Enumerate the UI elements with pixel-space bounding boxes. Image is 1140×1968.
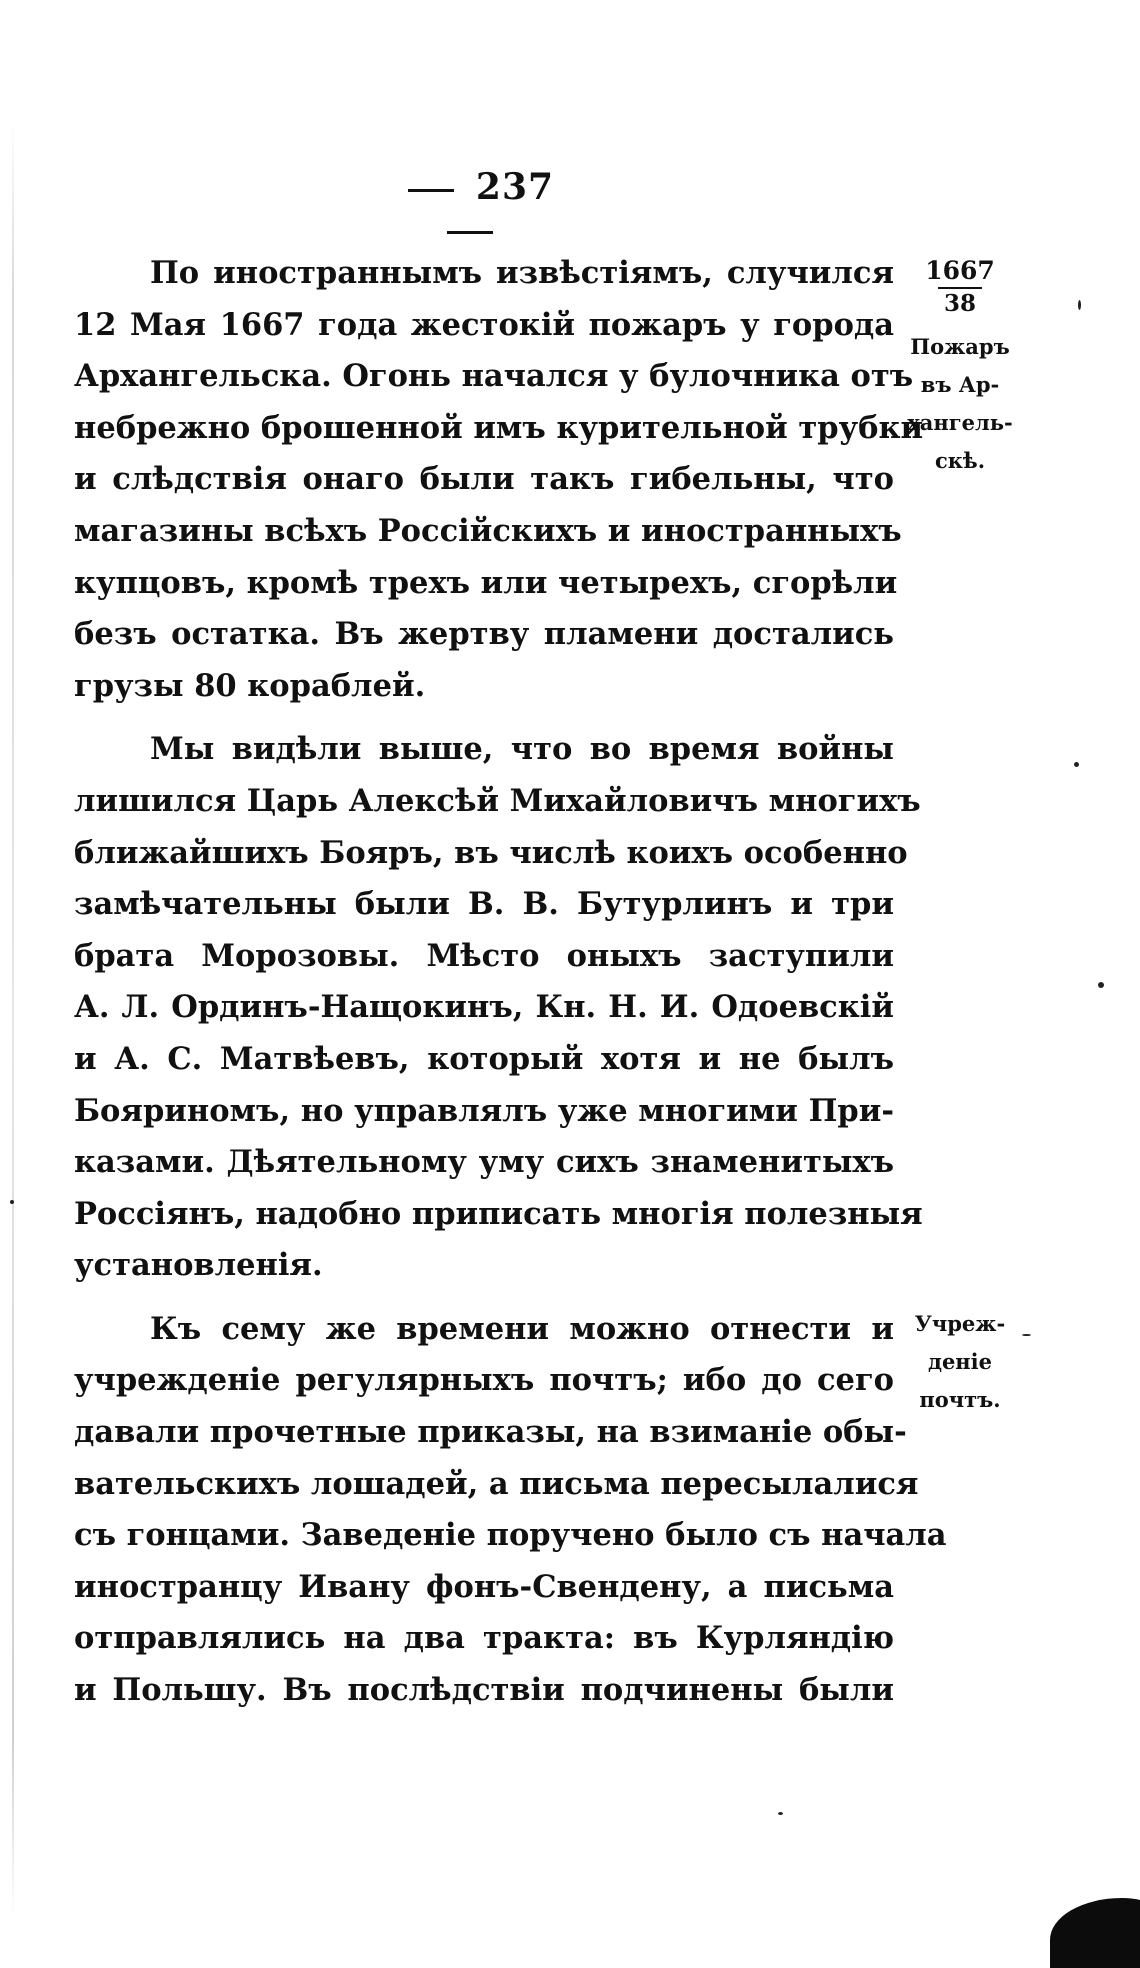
scan-speck xyxy=(1078,300,1081,310)
main-text xyxy=(74,248,947,1729)
text-line: Архангельска. Огонь начался у булочника отъ xyxy=(74,358,914,395)
text-line: небрежно брошенной имъ курительной трубки xyxy=(74,409,924,446)
text-line: давали прочетные приказы, на взиманіе обы- xyxy=(74,1414,907,1451)
paragraph-fire xyxy=(74,248,924,712)
scan-speck xyxy=(10,1200,14,1204)
text-line: Мы видѣли выше, что во время войны xyxy=(150,731,894,768)
margin-year-top: 1667 xyxy=(925,256,995,285)
text-line: вательскихъ лошадей, а письма пересылалися xyxy=(74,1465,919,1502)
scan-corner-mark xyxy=(1050,1898,1140,1968)
text-line: Бояриномъ, но управлялъ уже многими При- xyxy=(74,1092,894,1129)
text-line: замѣчательны были В. В. Бутурлинъ и три xyxy=(74,886,894,923)
text-line: Къ сему же времени можно отнести и xyxy=(150,1310,894,1347)
text-line: и Польшу. Въ послѣдствіи подчинены были xyxy=(74,1672,894,1709)
text-line: брата Морозовы. Мѣсто оныхъ заступили xyxy=(74,937,894,974)
margin-year-bottom: 38 xyxy=(943,290,976,317)
text-line: ближайшихъ Бояръ, въ числѣ коихъ особенно xyxy=(74,834,908,871)
text-line: установленія. xyxy=(74,1247,323,1284)
margin-note-line: въ Ар- xyxy=(920,372,1000,397)
paragraph-post xyxy=(74,1304,947,1717)
margin-note-line: почтъ. xyxy=(919,1387,1001,1412)
text-line: учрежденіе регулярныхъ почтъ; ибо до сего xyxy=(74,1362,894,1399)
scan-speck xyxy=(1074,762,1079,767)
text-line: купцовъ, кромѣ трехъ или четырехъ, сгорѣли xyxy=(74,564,898,601)
text-line: магазины всѣхъ Россійскихъ и иностранныхъ xyxy=(74,512,902,549)
left-dash xyxy=(408,189,454,192)
margin-note-line: хангель- xyxy=(907,410,1013,435)
margin-note-line: деніе xyxy=(927,1349,993,1374)
margin-note-fire xyxy=(900,256,1020,480)
page-edge-shadow xyxy=(12,120,14,1920)
text-line: и А. С. Матвѣевъ, который хотя и не былъ xyxy=(74,1040,894,1077)
scan-speck xyxy=(778,1812,783,1815)
text-line: Россіянъ, надобно приписать многія полезныя xyxy=(74,1195,923,1232)
text-line: грузы 80 кораблей. xyxy=(74,667,426,704)
text-line: и слѣдствія онаго были такъ гибельны, что xyxy=(74,461,894,498)
page-number: 237 xyxy=(475,166,555,208)
text-line: 12 Мая 1667 года жестокій пожаръ у города xyxy=(74,306,894,343)
text-line: лишился Царь Алексѣй Михайловичъ многихъ xyxy=(74,782,921,819)
paragraph-boyars xyxy=(74,724,923,1292)
text-line: иностранцу Ивану фонъ-Свендену, а письма xyxy=(74,1568,894,1605)
margin-year xyxy=(900,256,1020,318)
margin-note-line: скѣ. xyxy=(934,448,986,473)
right-dash xyxy=(447,231,493,234)
text-line: А. Л. Ординъ-Нащокинъ, Кн. Н. И. Одоевскій xyxy=(74,989,894,1026)
margin-note-line: Пожаръ xyxy=(910,334,1010,359)
scan-speck xyxy=(1022,1334,1031,1336)
text-line: отправлялись на два тракта: въ Курляндію xyxy=(74,1620,894,1657)
text-line: безъ остатка. Въ жертву пламени достались xyxy=(74,616,894,653)
margin-note-post xyxy=(900,1305,1020,1419)
text-line: казами. Дѣятельному уму сихъ знаменитыхъ xyxy=(74,1144,894,1181)
page-number-header xyxy=(355,166,585,250)
margin-note-line: Учреж- xyxy=(914,1311,1006,1336)
text-line: съ гонцами. Заведеніе поручено было съ начала xyxy=(74,1517,947,1554)
margin-year-rule xyxy=(938,287,982,289)
text-line: По иностраннымъ извѣстіямъ, случился xyxy=(150,255,894,291)
scan-speck xyxy=(1098,982,1104,988)
